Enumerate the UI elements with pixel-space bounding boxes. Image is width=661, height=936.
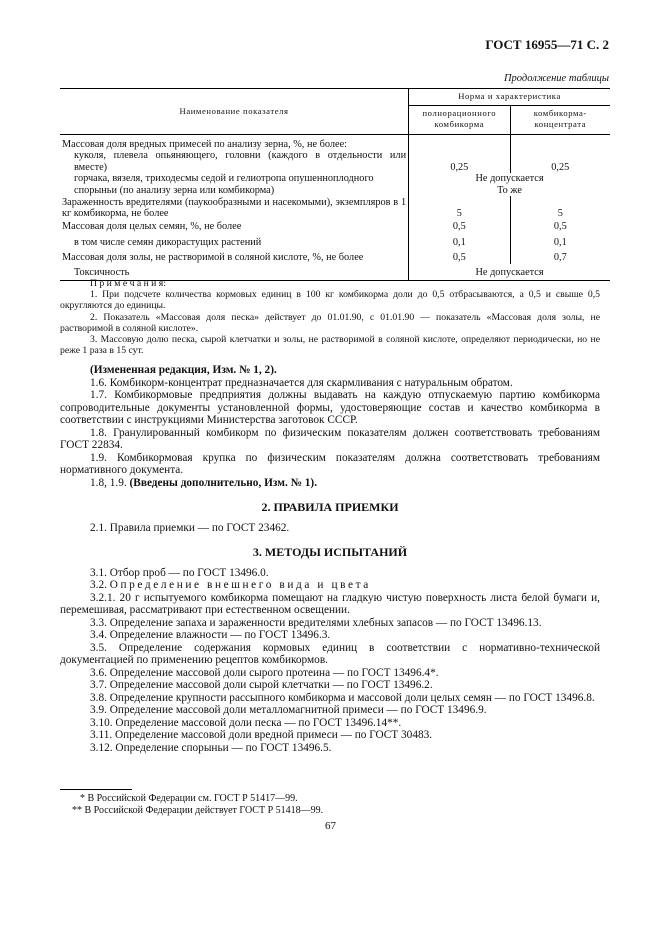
row-value-b: 0,7 [510,248,610,264]
row-name: Зараженность вредителями (паукообразными и насекомыми), экземпляров в 1 кг комбикорма, не более [62,197,407,219]
clause-1-9: 1.9. Комбикормовая крупка по физическим показателям должна соответствовать требованиям нормативного документа. [60,451,600,476]
header-indicator-name: Наименование показателя [60,89,409,135]
table-row [60,219,610,233]
footnote-2: ** В Российской Федерации действует ГОСТ Р 51418—99. [72,805,324,816]
row-name: горчака, вязеля, триходесмы седой и гелиотропа опушенноплодного [74,173,374,184]
row-value-a [409,134,510,150]
clause-3-12: 3.12. Определение спорыньи — по ГОСТ 13496.5. [90,741,332,754]
clause-1-7: 1.7. Комбикормовые предприятия должны выдавать на каждую отпускаемую партию комбикорма сопроводительные документы установленной формы, удостоверяющие состав и качество комбикорма в соответствии с инструкциями Министерства заготовок СССР. [60,389,600,426]
clause-3-10: 3.10. Определение массовой доли песка — по ГОСТ 13496.14**. [90,716,402,729]
row-name: спорыньи (по анализу зерна или комбикорма) [74,184,275,196]
row-value-a: 0,5 [409,219,510,233]
clause-3-7: 3.7. Определение массовой доли сырой клетчатки — по ГОСТ 13496.2. [90,679,433,691]
clause-1-6: 1.6. Комбикорм-концентрат предназначается для скармливания с натуральным обратом. [90,376,513,389]
header-concentrate: комбикорма-концентрата [510,105,610,134]
table-notes [60,278,600,356]
row-name: куколя, плевела опьяняющего, головни (каждого в отдельности или вместе) [74,150,407,173]
footnote-1: * В Российской Федерации см. ГОСТ Р 51417—99. [80,793,298,804]
note-2: 2. Показатель «Массовая доля песка» действует до 01.01.90, с 01.01.90 — показатель «Массовая доля золы, не растворимой в соляной кислоте». [60,311,600,334]
section-2-heading: 2. ПРАВИЛА ПРИЕМКИ [261,500,399,514]
clause-3-3: 3.3. Определение запаха и зараженности вредителями хлебных запасов — по ГОСТ 13496.13. [90,616,542,629]
page-header-title: ГОСТ 16955—71 С. 2 [485,37,609,52]
clause-3-2 [60,579,600,592]
note-1: 1. При подсчете количества кормовых единиц в 100 кг комбикорма доли до 0,5 отбрасываются, а 0,5 и свыше 0,5 округляются до единицы. [60,289,600,312]
row-value-merged: Не допускается [409,173,610,185]
clause-3-5: 3.5. Определение содержания кормовых единиц в соответствии с нормативно-технической документацией по применению рецептов комбикормов. [60,641,600,666]
clause-3-11: 3.11. Определение массовой доли вредной примеси — по ГОСТ 30483. [90,729,433,741]
row-value-b: 0,1 [510,233,610,249]
table-header-row [60,89,610,106]
row-name: Токсичность [74,266,130,278]
clause-1-8-1-9-number: 1.8, 1.9. [90,476,127,489]
section-3-heading: 3. МЕТОДЫ ИСПЫТАНИЙ [252,545,408,559]
table-row [60,150,610,173]
row-value-a: 0,25 [409,150,510,173]
notes-title: П р и м е ч а н и я: [90,278,166,289]
header-norm: Норма и характеристика [409,89,610,106]
clause-1-8: 1.8. Гранулированный комбикорм по физическим показателям должен соответствовать требованиям ГОСТ 22834. [60,426,600,451]
clause-2-1: 2.1. Правила приемки — по ГОСТ 23462. [90,521,290,534]
clause-3-6: 3.6. Определение массовой доли сырого протеина — по ГОСТ 13496.4*. [90,666,439,679]
table-row [60,196,610,219]
table-row [60,233,610,249]
row-name: Массовая доля целых семян, %, не более [62,221,242,232]
row-name: Массовая доля вредных примесей по анализу зерна, %, не более: [62,138,348,150]
clause-3-2-title: Определение внешнего вида и цвета [109,579,371,591]
row-value-merged: То же [409,185,610,197]
footnote-divider [60,789,132,790]
row-name: Массовая доля золы, не растворимой в соляной кислоте, %, не более [62,252,364,263]
indicators-table [60,88,610,281]
row-value-merged: Не допускается [409,264,610,281]
table-row [60,185,610,197]
clause-3-2-1: 3.2.1. 20 г испытуемого комбикорма помещают на гладкую чистую поверхность листа белой бумаги и, перемешивая, рассматривают при естественном освещении. [60,591,600,616]
note-3: 3. Массовую долю песка, сырой клетчатки и золы, не растворимой в соляной кислоте, определяют периодически, но не реже 1 раза в 15 сут. [60,334,600,357]
row-value-b: 0,5 [510,219,610,233]
clause-3-1: 3.1. Отбор проб — по ГОСТ 13496.0. [90,566,269,579]
page-number: 67 [325,820,336,832]
amendment-note: (Измененная редакция, Изм. № 1, 2). [90,364,277,376]
row-value-b: 0,25 [510,150,610,173]
table-continuation-label: Продолжение таблицы [503,73,609,84]
clause-1-8-1-9-note [60,477,600,490]
table-row [60,173,610,185]
clause-3-9: 3.9. Определение массовой доли металломагнитной примеси — по ГОСТ 13496.9. [90,704,487,716]
table-row [60,248,610,264]
clause-3-2-number: 3.2. [90,579,107,591]
clause-3-8: 3.8. Определение крупности рассыпного комбикорма и массовой доли целых семян — по ГОСТ 13496.8. [90,691,595,704]
table-row [60,134,610,150]
clause-1-8-1-9-amendment: (Введены дополнительно, Изм. № 1). [129,476,318,489]
row-name: в том числе семян дикорастущих растений [74,236,262,248]
row-value-a: 0,1 [409,233,510,249]
main-text [60,364,600,754]
clause-3-4: 3.4. Определение влажности — по ГОСТ 13496.3. [90,629,331,641]
row-value-a: 0,5 [409,248,510,264]
row-value-b: 5 [510,196,610,219]
header-complete-feed: полнорационного комбикорма [409,105,510,134]
row-value-b [510,134,610,150]
row-value-a: 5 [409,196,510,219]
